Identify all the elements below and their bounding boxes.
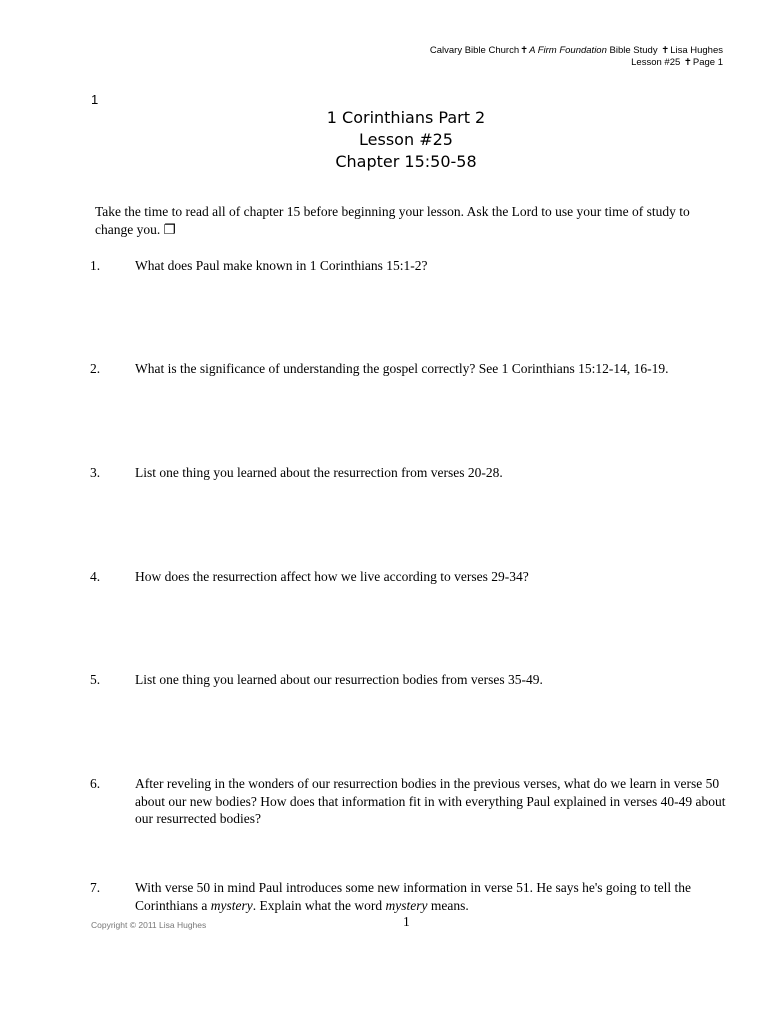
question-text: After reveling in the wonders of our resurrection bodies in the previous verses, what do we learn in verse 50 about our new bodies? How does that information fit in with everything Paul explained in verses 40-49 about our resurrected bodies? xyxy=(135,776,726,826)
question-number: 3. xyxy=(90,465,101,480)
question-2 xyxy=(90,360,730,378)
intro-paragraph xyxy=(95,203,715,239)
intro-text: Take the time to read all of chapter 15 before beginning your lesson. Ask the Lord to use your time of study to change you. xyxy=(95,204,690,237)
question-3 xyxy=(90,464,730,482)
question-number: 5. xyxy=(90,672,101,687)
question-text xyxy=(135,879,730,914)
question-text-emphasis: mystery xyxy=(210,897,253,913)
header-study: Bible Study xyxy=(606,45,661,56)
question-1 xyxy=(90,257,730,275)
page-title xyxy=(0,107,768,173)
question-text-part: means. xyxy=(427,897,469,913)
question-number: 6. xyxy=(90,776,101,791)
question-text-part: With verse 50 in mind Paul introduces some new information in verse 51. He says he's going to tell the Corinthians a xyxy=(135,880,692,913)
question-6 xyxy=(90,775,730,828)
running-header xyxy=(430,45,723,69)
title-chapter: Chapter 15:50-58 xyxy=(335,152,477,171)
cross-icon: ✝ xyxy=(661,45,670,56)
question-number: 1. xyxy=(90,258,101,273)
header-series-title: A Firm Foundation xyxy=(529,45,607,56)
cross-icon: ✝ xyxy=(520,45,529,56)
cross-icon: ✝ xyxy=(683,57,692,68)
page-marker: 1 xyxy=(91,92,99,107)
checkbox-icon[interactable]: ❐ xyxy=(163,222,176,237)
title-lesson: Lesson #25 xyxy=(359,130,453,149)
copyright-notice: Copyright © 2011 Lisa Hughes xyxy=(91,920,207,930)
question-text: List one thing you learned about our resurrection bodies from verses 35-49. xyxy=(135,672,543,687)
question-number: 4. xyxy=(90,569,101,584)
header-page: Page 1 xyxy=(692,57,723,68)
question-text: What does Paul make known in 1 Corinthians 15:1-2? xyxy=(135,258,428,273)
header-line-1 xyxy=(430,45,723,57)
question-5 xyxy=(90,671,730,689)
title-course: 1 Corinthians Part 2 xyxy=(326,108,486,127)
question-7 xyxy=(90,879,730,914)
question-text: List one thing you learned about the resurrection from verses 20-28. xyxy=(135,465,503,480)
question-text-emphasis: mystery xyxy=(385,897,428,913)
question-number: 2. xyxy=(90,361,101,376)
question-4 xyxy=(90,568,730,586)
header-lesson: Lesson #25 xyxy=(631,57,683,68)
question-text-part: . Explain what the word xyxy=(252,897,386,913)
question-text: What is the significance of understanding the gospel correctly? See 1 Corinthians 15:12-14, 16-19. xyxy=(135,361,669,376)
header-church: Calvary Bible Church xyxy=(429,45,520,56)
footer-page-number: 1 xyxy=(403,914,410,929)
header-author: Lisa Hughes xyxy=(670,45,723,56)
question-text: How does the resurrection affect how we live according to verses 29-34? xyxy=(135,569,529,584)
question-number: 7. xyxy=(90,880,101,895)
header-line-2 xyxy=(430,57,723,69)
